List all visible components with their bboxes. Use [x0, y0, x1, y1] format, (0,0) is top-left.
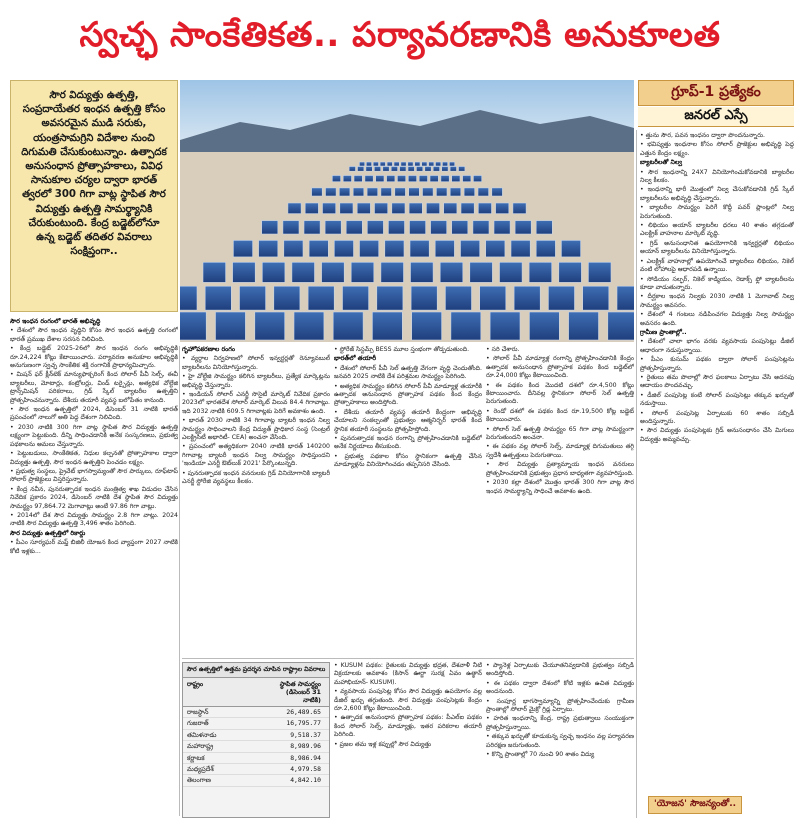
- solar-panel: [205, 286, 231, 310]
- paragraph: • ఈ పథకం కింద మొదటి దశలో రూ.4,500 కోట్లు కేటాయించారు. దీనివల్ల స్థానికంగా సోలార్‌ సెల్‌ ఉత్పత్తి పెరుగుతుంది.: [486, 381, 634, 406]
- solar-panel: [233, 262, 256, 282]
- solar-panel: [397, 176, 405, 182]
- solar-panel: [444, 203, 457, 214]
- solar-panel: [360, 240, 379, 257]
- solar-panel: [445, 286, 471, 310]
- solar-panel: [473, 176, 481, 182]
- paragraph: • ఇండియన్‌ సోలార్‌ ఎనర్జీ సొసైటీ మార్కెట్‌ నివేదిక ప్రకారం 2023లో భారతదేశ సోలార్‌ మార్కెట్‌ విలువ 84.4 గిగావాట్లు. ఇది 2032 నాటికి 609.5 గిగావాట్లకు పెరిగే అవకాశం ఉంది.: [182, 391, 330, 415]
- subheading: సౌర ఇంధన రంగంలో భారత్‌ అభివృద్ధి: [10, 318, 101, 325]
- paragraph: • లిథియం అయాన్‌ బ్యాటరీల ధరలు 40 శాతం తగ్గడంతో ఎలక్ట్రిక్‌ వాహనాల మార్కెట్‌ వృద్ధి.: [640, 222, 794, 238]
- paragraph: • ఈ పథకం వల్ల సోలార్‌ సెల్స్‌, మాడ్యూళ్ల దిగుమతులు తగ్గి స్వదేశీ ఉత్పత్తులు పెరుగుతాయి.: [486, 443, 634, 459]
- paragraph: • పునరుత్పాదక ఇంధన వనరులకు గ్రిడ్‌ వినియోగానికి బ్యాటరీ ఎనర్జీ స్టోరేజి వ్యవస్థలు కీలకం.: [182, 469, 330, 486]
- solar-panel: [452, 176, 460, 182]
- paragraph: • బ్యాటరీల సామర్థ్యం పెరిగే కొద్దీ పవర్‌ ప్లాంట్లలో నిల్వ పెరుగుతుంది.: [640, 204, 794, 220]
- paragraph: • సోడియం సల్ఫర్‌, నికెల్‌ కాడ్మియం, రెడాక్స్‌ ఫ్లో బ్యాటరీలను కూడా వాడుతున్నారు.: [640, 275, 794, 291]
- solar-panel: [216, 312, 246, 340]
- footer-credit: [648, 796, 742, 814]
- table-row: [183, 775, 329, 786]
- solar-panel: [284, 240, 303, 257]
- table-cell-state: తెలంగాణ: [187, 776, 211, 785]
- solar-panel: [255, 312, 285, 340]
- solar-panel: [323, 203, 336, 214]
- solar-panel: [326, 188, 337, 196]
- solar-panel: [366, 167, 372, 172]
- solar-panel: [536, 240, 555, 257]
- table-cell-value: 8,989.96: [290, 742, 321, 751]
- solar-panel: [536, 221, 552, 234]
- left-column: [10, 318, 178, 818]
- table-header-value: స్థాపిత సామర్థ్యం (డిసెంబర్‌ 31 నాటికి): [279, 680, 321, 704]
- paragraph: • ఉత్పాదక అనుసంధాన ప్రోత్సాహక పథకం: పీఎల్‌ఐ పథకం కింద సోలార్‌ సెల్స్‌, మాడ్యూళ్లు, ఇతర పరికరాల తయారీ పెరిగింది.: [334, 714, 482, 739]
- solar-panel: [480, 286, 506, 310]
- solar-panel: [494, 221, 510, 234]
- solar-panel: [449, 162, 454, 166]
- solar-panel: [478, 188, 489, 196]
- paragraph: • పెట్టుబడులు, సాంకేతికత, నిధుల కల్పనతో ప్రోత్సాహకాల ద్వారా విద్యుత్తు ఉత్పత్తి, సౌర ఇంధన ఉత్పత్తిని పెంచడం లక్ష్యం.: [10, 450, 178, 466]
- solar-panel: [339, 188, 350, 196]
- footer-credit-text: 'యోజన' సౌజన్యంతో..: [653, 799, 737, 809]
- article-page: [6, 80, 794, 822]
- table-row: [183, 741, 329, 752]
- table-cell-state: మధ్యప్రదేశ్‌: [187, 765, 214, 774]
- solar-panel: [415, 162, 420, 166]
- paragraph: • వ్యర్థాల నిర్వహణలో సోలార్‌ ఇన్వర్టర్లతో రెన్యూవబుల్‌ బ్యాటరీలను వినియోగిస్తున్నారు.: [182, 355, 330, 371]
- solar-panel: [351, 262, 374, 282]
- brand-banner: [638, 80, 794, 106]
- solar-panel: [333, 312, 363, 340]
- solar-panel: [294, 312, 324, 340]
- table-row: [183, 707, 329, 718]
- paragraph: • సౌర ఇంధన ఉత్పత్తిలో 2024, డిసెంబర్‌ 31 నాటికి భారత్‌ ప్రపంచంలో నాలుగో అతి పెద్ద దేశంగా నిలిచింది.: [10, 406, 178, 422]
- solar-panel: [391, 167, 397, 172]
- paragraph: • గ్రిడ్‌ అనుసంధానిత ఉపయోగానికి ఇన్వర్టర్లతో లిథియం అయాన్‌ బ్యాటరీలను వినియోగిస్తున్నారు.: [640, 239, 794, 256]
- solar-farm-photo: [180, 80, 634, 342]
- table-cell-state: తమిళనాడు: [187, 730, 217, 739]
- solar-panel: [583, 286, 609, 310]
- solar-panel: [440, 262, 463, 282]
- paragraph: • పీఎం సూర్యఘర్‌ మఫ్త్‌ బిజిలీ యోజన కింద వ్యాప్తంగా 2027 నాటికి కోటి ఇళ్లకు...: [10, 539, 178, 555]
- paragraph: • ప్రపంచంలో అత్యధికంగా 2040 నాటికి భారత్‌ 140200 గిగావాట్ల బ్యాటరీ ఇంధన నిల్వ సామర్థ్యం సాధిస్తుందని 'ఇండియా ఎనర్జీ ఔట్‌లుక్‌ 2021' పేర్కొంటున్నది.: [182, 443, 330, 468]
- solar-panel: [416, 167, 422, 172]
- paragraph: • దేశంలో సోలార్‌ పీవీ సెల్‌ ఉత్పత్తి వేగంగా వృద్ధి చెందుతోంది. జనవరి 2025 నాటికి దేశ పరిశ్రమల సామర్థ్యం పెరిగింది.: [334, 364, 482, 381]
- solar-panel: [409, 188, 420, 196]
- paragraph: • 2030 నాటికి 300 గిగా వాట్ల స్థాపిత సౌర విద్యుత్తు ఉత్పత్తి లక్ష్యంగా పెట్టుకుంది. దీన్ని సాధించడానికి అనేక సంస్కరణలు, ప్రభుత్వ పథకాలను అమలు చేస్తున్నారు.: [10, 423, 178, 448]
- solar-panel: [343, 176, 351, 182]
- solar-panel: [423, 188, 434, 196]
- solar-panel: [240, 286, 266, 310]
- solar-panel: [588, 262, 611, 282]
- paragraph: • సోలార్‌ పంపుసెట్ల ఏర్పాటుకు 60 శాతం సబ్సిడీ అందిస్తున్నారు.: [640, 409, 794, 425]
- solar-panel: [376, 176, 384, 182]
- solar-panel: [373, 162, 378, 166]
- solar-panel: [292, 262, 315, 282]
- paragraph: • ప్రజల తమ ఇళ్ల కప్పుల్లో సౌర విద్యుత్తు: [334, 740, 432, 748]
- solar-panel: [410, 221, 426, 234]
- solar-panel: [283, 221, 299, 234]
- paragraph: • అత్యధిక సామర్థ్యం కలిగిన సోలార్‌ పీవీ మాడ్యూళ్ల తయారీకి ఉత్పాదక అనుసంధాన ప్రోత్సాహక పథకం కింద కేంద్రం ప్రోత్సాహకాలు అందిస్తోంది.: [334, 382, 482, 407]
- subheading: బ్యాటరీలతో నిల్వ: [640, 159, 683, 167]
- solar-panel: [436, 188, 447, 196]
- solar-panel: [180, 286, 197, 310]
- paragraph: • ఎలక్ట్రిక్‌ వాహనాల్లో ఉపయోగించే బ్యాటరీలు లిథియం, నికెల్‌ వంటి లోహాలపై ఆధారపడి ఉన్నాయి.: [640, 257, 794, 274]
- solar-panel: [561, 240, 580, 257]
- paragraph: • సౌర విద్యుత్తు పంపుసెట్లకు గ్రిడ్‌ అనుసంధానం చేసి మిగులు విద్యుత్తు అమ్మవచ్చు.: [640, 427, 794, 443]
- paragraph: • కొన్ని ప్రాంతాల్లో 70 నుంచి 90 శాతం విద్యు: [486, 751, 595, 759]
- solar-panel: [394, 162, 399, 166]
- solar-panel: [354, 176, 362, 182]
- paragraph: • కేంద్ర నవీన, పునరుత్పాదక ఇంధన మంత్రిత్వ శాఖ విడుదల చేసిన నివేదిక ప్రకారం 2024, డిసెంబర్‌ నాటికి దేశ స్థాపిత సౌర విద్యుత్తు సామర్థ్యం 97,864.72 మెగావాట్లు అంటే 97.86 గిగా వాట్లు.: [10, 485, 178, 510]
- subheading: భారత్‌లో తయారీ: [334, 355, 377, 363]
- paragraph: • భవిష్యత్తు ఇంధనాల కోసం సోలార్‌ ప్రాజెక్టుల అభివృద్ధి పెద్ద ఎత్తున కేంద్రం లక్ష్యం.: [640, 141, 794, 157]
- solar-panel: [569, 312, 599, 340]
- solar-panel: [381, 188, 392, 196]
- solar-panel: [349, 167, 355, 172]
- solar-panel: [513, 203, 526, 214]
- solar-panel: [511, 240, 530, 257]
- intro-text: సౌర విద్యుత్తు ఉత్పత్తి, సంప్రదాయేతర ఇంధన ఉత్పత్తి కోసం అవసరమైన ముడి సరుకు, యంత్రసామగ్రిని విదేశాల నుంచి దిగుమతి చేసుకుంటున్నాం. ఉత్పాదక అనుసంధాన ప్రోత్సాహకాలు, వివిధ సానుకూల చర్యల ద్వారా భారత్‌ త్వరలో 300 గిగా వాట్ల స్థాపిత సౌర విద్యుత్తు ఉత్పత్తి సామర్థ్యానికి చేరుకుంటుంది. కేంద్ర బడ్జెట్‌లోనూ ఉన్న బడ్జెట్‌ తదితర వివరాలు సంక్షిప్తంగా..: [21, 90, 167, 258]
- solar-panel: [375, 203, 388, 214]
- middle-column-2: [334, 346, 482, 656]
- solar-panel: [435, 240, 454, 257]
- solar-panel: [426, 203, 439, 214]
- solar-panel: [473, 221, 489, 234]
- solar-panel: [400, 167, 406, 172]
- table-cell-state: మహారాష్ట్ర: [187, 742, 214, 751]
- solar-panel: [451, 312, 481, 340]
- solar-panel: [461, 240, 480, 257]
- solar-panel: [365, 176, 373, 182]
- subheading: గృహోపకరణాల రంగం: [182, 346, 236, 353]
- solar-panel: [411, 286, 437, 310]
- solar-panel: [515, 221, 531, 234]
- solar-panel: [334, 240, 353, 257]
- solar-panel: [262, 221, 278, 234]
- paragraph: • భారత్‌ 2030 నాటికి 34 గిగావాట్ల బ్యాటరీ ఇంధన నిల్వ సామర్థ్యం సాధించాలని కేంద్ర విద్యుత్‌ ప్రాధికార సంస్థ (సెంట్రల్‌ ఎలక్ట్రిసిటీ అథారిటీ- CEA) అంచనా వేసింది.: [182, 417, 330, 442]
- solar-panel: [305, 203, 318, 214]
- solar-panel: [431, 221, 447, 234]
- solar-panel: [425, 167, 431, 172]
- paragraph: • సంపూర్ణ భాగస్వామ్యాన్ని ప్రోత్సహించేందుకు గ్రామీణ ప్రాంతాల్లో సోలార్‌ మైక్రో గ్రిడ్ల ఏర్పాటు.: [486, 697, 634, 714]
- solar-panel: [385, 240, 404, 257]
- solar-panel: [233, 240, 252, 257]
- solar-panel: [367, 188, 378, 196]
- solar-panel: [470, 262, 493, 282]
- subheading: గ్రామీణ ప్రాంతాల్లో..: [640, 328, 687, 336]
- solar-states-table: [182, 662, 330, 818]
- brand-text: గ్రూప్‌-1 ప్రత్యేకం: [671, 83, 761, 100]
- paragraph: • 2014లో దేశ సౌర విద్యుత్తు సామర్థ్యం 2.8 గిగా వాట్లు. 2024 నాటికి సౌర విద్యుత్తు ఉత్పత్తి 3,496 శాతం పెరిగింది.: [10, 511, 178, 528]
- solar-panel: [410, 240, 429, 257]
- solar-panel: [461, 203, 474, 214]
- table-row: [183, 764, 329, 775]
- paragraph: • ప్రభుత్వ సంస్థలు, ప్రైవేట్‌ భాగస్వామ్యంతో సౌర పార్కులు, రూఫ్‌టాప్‌ సోలార్‌ ప్రాజెక్టులు విస్తరిస్తున్నారు.: [10, 467, 178, 484]
- paragraph: • 2030 కల్లా దేశంలో మొత్తం భారత్‌ 300 గిగా వాట్ల సౌర ఇంధన సామర్థ్యాన్ని సాధించే అవకాశం ఉంది.: [486, 479, 634, 495]
- bottom-middle-column: [334, 662, 482, 818]
- paragraph: • దేశంలో చాలా భాగం వరకు వ్యవసాయ పంపుసెట్లు డీజిల్‌ ఆధారంగా నడుస్తున్నాయి.: [640, 338, 794, 354]
- solar-panel: [514, 286, 540, 310]
- paragraph: • డీజిల్‌ పంపుసెట్ల కంటే సోలార్‌ పంపుసెట్లు తక్కువ ఖర్చుతో నడుస్తాయి.: [640, 391, 794, 408]
- table-row: [183, 730, 329, 741]
- solar-panel: [408, 167, 414, 172]
- solar-panel: [492, 188, 503, 196]
- table-cell-state: గుజరాత్‌: [187, 719, 209, 728]
- solar-panel: [203, 262, 226, 282]
- intro-box: [10, 80, 178, 312]
- solar-panel: [366, 162, 371, 166]
- table-cell-state: రాజస్థాన్‌: [187, 708, 209, 716]
- paragraph: • సౌర ఇంధనాన్ని 24X7 వినియోగించుకోవడానికి బ్యాటరీల నిల్వ కీలకం.: [640, 168, 794, 185]
- right-column: [640, 132, 794, 792]
- paragraph: • ఇంధనాన్ని భారీ మొత్తంలో నిల్వ చేసుకోవడానికి గ్రిడ్‌ స్కేల్‌ బ్యాటరీలను అభివృద్ధి చేస్తున్నారు.: [640, 186, 794, 202]
- solar-panel: [392, 203, 405, 214]
- table-header-row: [183, 678, 329, 707]
- solar-panel: [343, 286, 369, 310]
- solar-panel: [374, 167, 380, 172]
- paragraph: • సరి చేశారు.: [486, 346, 520, 353]
- paragraph: • KUSUM పథకం: రైతులకు విద్యుత్తు భద్రత, దేశవాళీ నీటి విక్రయాలకు అవకాశం (కిసాన్‌ ఊర్జా సురక్ష ఏవం ఉత్థాన్‌ మహాభియాన్‌- KUSUM).: [334, 662, 482, 686]
- solar-panel: [441, 176, 449, 182]
- solar-panel: [401, 162, 406, 166]
- table-cell-value: 26,489.65: [286, 708, 321, 716]
- solar-panel: [346, 221, 362, 234]
- solar-panel: [412, 312, 442, 340]
- table-header-state: రాష్ట్రం: [187, 680, 204, 688]
- solar-panel: [304, 221, 320, 234]
- paragraph: • రైతులు తమ పొలాల్లో సౌర ఫలకాలు ఏర్పాటు చేసి అదనపు ఆదాయం పొందవచ్చు.: [640, 373, 794, 390]
- solar-panel: [500, 262, 523, 282]
- solar-panel: [377, 286, 403, 310]
- paragraph: • కేంద్ర బడ్జెట్‌ 2025-26లో సౌర ఇంధన రంగం అభివృద్ధికి రూ.24,224 కోట్లు కేటాయించారు. పర్యావరణ అనుకూల అభివృద్ధికి అనుగుణంగా స్వచ్ఛ సాంకేతిక శక్తి రంగానికి ప్రాధాన్యమిచ్చారు.: [10, 345, 178, 370]
- paragraph: • త్తును సౌర, పవన ఇంధనం ద్వారా పొందనున్నారు.: [640, 132, 765, 139]
- table-cell-value: 9,518.37: [290, 730, 321, 739]
- solar-panel: [387, 176, 395, 182]
- solar-panel: [459, 167, 465, 172]
- table-cell-value: 16,795.77: [286, 719, 321, 728]
- solar-panel: [548, 286, 574, 310]
- solar-panel: [381, 262, 404, 282]
- paragraph: • వ్యవసాయ పంపుసెట్ల కోసం సౌర విద్యుత్తు ఉపయోగం వల్ల డీజిల్‌ ఖర్చు తగ్గుతుంది. సౌర విద్యుత్తు పంపుసెట్లకు కేంద్రం రూ.2,600 కోట్లు కేటాయించింది.: [334, 688, 482, 713]
- table-cell-value: 4,979.58: [290, 765, 321, 774]
- headline-text: స్వచ్ఛ సాంకేతికత.. పర్యావరణానికి అనుకూలత: [79, 15, 721, 55]
- paragraph: • ప్యానెళ్ల ఏర్పాటుకు చేయూతనివ్వడానికి ప్రభుత్వం సబ్సిడీ అందిస్తోంది.: [486, 662, 634, 678]
- solar-panel: [308, 286, 334, 310]
- solar-panel: [322, 262, 345, 282]
- solar-panel: [309, 240, 328, 257]
- paragraph: • మిషన్‌ ఫర్‌ క్లీన్‌టెక్‌ మాన్యుఫాక్చరింగ్‌ కింద సోలార్‌ పీవీ సెల్స్‌, ఈవీ బ్యాటరీలు, మోటార్లు, కంట్రోలర్లు, విండ్‌ టర్బైన్లు, అత్యధిక వోల్టేజి ట్రాన్స్‌మిషన్‌ పరికరాలు, గ్రిడ్‌ స్కేల్‌ బ్యాటరీల ఉత్పత్తిని ప్రోత్సహించనున్నారు. దేశీయ తయారీ వ్యవస్థ బలోపేతం కానుంది.: [10, 371, 178, 404]
- paragraph: • తక్కువ ఖర్చుతో కూడుకున్న స్వచ్ఛ ఇంధనం వల్ల పర్యావరణ పరిరక్షణ జరుగుతుంది.: [486, 733, 634, 749]
- solar-panel: [383, 167, 389, 172]
- paragraph: • ఈ పథకం ద్వారా దేశంలో కోటి ఇళ్లకు ఉచిత విద్యుత్తు అందనుంది.: [486, 679, 634, 696]
- solar-panel: [478, 203, 491, 214]
- solar-panel: [380, 162, 385, 166]
- solar-panel: [387, 162, 392, 166]
- middle-column-3: [486, 346, 634, 656]
- paragraph: • సోలార్‌ పీవీ మాడ్యూళ్ల రంగాన్ని ప్రోత్సహించడానికి కేంద్రం ఉత్పాదక అనుసంధాన ప్రోత్సాహక పథకం కింద బడ్జెట్‌లో రూ.24,000 కోట్లు కేటాయించింది.: [486, 355, 634, 380]
- solar-panel: [608, 312, 634, 340]
- solar-panel: [496, 203, 509, 214]
- solar-panel: [464, 188, 475, 196]
- table-row: [183, 753, 329, 764]
- paragraph: • రెండో దశలో ఈ పథకం కింద రూ.19,500 కోట్ల బడ్జెట్‌ కేటాయించారు.: [486, 407, 634, 424]
- solar-panel: [419, 176, 427, 182]
- solar-panel: [442, 162, 447, 166]
- solar-panel: [617, 286, 634, 310]
- solar-panel: [325, 221, 341, 234]
- solar-panel: [262, 262, 285, 282]
- bottom-middle-column-2: [486, 662, 634, 818]
- middle-column-1: [182, 346, 330, 656]
- table-cell-state: కర్ణాటక: [187, 753, 205, 762]
- solar-panel: [359, 162, 364, 166]
- solar-panel: [486, 240, 505, 257]
- solar-panel: [529, 312, 559, 340]
- solar-panel: [411, 262, 434, 282]
- solar-panel: [490, 312, 520, 340]
- table-row: [183, 718, 329, 729]
- paragraph: • పునరుత్పాదక ఇంధన రంగాన్ని ప్రోత్సహించడానికి బడ్జెట్‌లో అనేక నిర్ణయాలు తీసుకుంది.: [334, 435, 482, 451]
- solar-panel: [463, 176, 471, 182]
- solar-panel: [274, 286, 300, 310]
- solar-panel: [288, 203, 301, 214]
- solar-panel: [450, 167, 456, 172]
- author-text: జనరల్‌ ఎస్సే: [684, 107, 748, 123]
- solar-panel: [433, 167, 439, 172]
- paragraph: • స్టోరేజ్‌ సిస్టమ్స్‌ BESS మూల స్తంభంగా తోడ్పడుతుంది.: [334, 346, 470, 353]
- paragraph: • దేశీయ తయారీ వ్యవస్థ తయారీ కేంద్రంగా అభివృద్ధి చేయాలని సంకల్పంతో ప్రభుత్వం ఆత్మనిర్భర్‌ భారత్‌ కింద స్థానిక తయారీ సంస్థలను ప్రోత్సహిస్తోంది.: [334, 408, 482, 433]
- paragraph: • దేశంలో 4 గంటలు నడిపించగల విద్యుత్తు నిల్వ సామర్థ్యం అవసరం ఉంది.: [640, 311, 794, 327]
- solar-panel: [408, 162, 413, 166]
- solar-panel: [450, 188, 461, 196]
- solar-panel: [529, 262, 552, 282]
- paragraph: • సోలార్‌ సెల్‌ ఉత్పత్తి సామర్థ్యం 65 గిగా వాట్ల సామర్థ్యంగా పెరుగుతుందని అంచనా.: [486, 425, 634, 442]
- solar-panel: [429, 162, 434, 166]
- solar-panel: [436, 162, 441, 166]
- solar-panel: [312, 188, 323, 196]
- solar-panel: [388, 221, 404, 234]
- solar-panel: [422, 162, 427, 166]
- subheading: సౌర విద్యుత్తు ఉత్పత్తిలో రికార్డు: [10, 529, 86, 537]
- table-cell-value: 4,842.10: [290, 776, 321, 785]
- paragraph: • పీఎం కుసుమ్‌ పథకం ద్వారా సోలార్‌ పంపుసెట్లను ప్రోత్సహిస్తున్నారు.: [640, 356, 794, 372]
- paragraph: • దేశంలో సౌర ఇంధన వృద్ధిని కోసం సౌర ఇంధన ఉత్పత్తి రంగంలో భారత్‌ ప్రముఖ దేశాల సరసన నిలిచింది.: [10, 327, 178, 343]
- solar-panel: [259, 240, 278, 257]
- table-caption: సౌర ఉత్పత్తిలో ఉత్తమ ప్రదర్శన చూపిన రాష్ట్రాల వివరాలు: [183, 663, 329, 678]
- solar-panel: [409, 203, 422, 214]
- paragraph: • సౌర విద్యుత్తు ప్రత్యామ్నాయ ఇంధన వనరులు ప్రోత్సహించడానికి ప్రభుత్వం ప్రధాన బాధ్యతగా వ్యవహరిస్తుంది.: [486, 461, 634, 477]
- solar-panel: [372, 312, 402, 340]
- solar-panel: [332, 176, 340, 182]
- paragraph: • దీర్ఘకాల ఇంధన నిల్వకు 2030 నాటికి 1 మెగావాట్‌ నిల్వ సామర్థ్యం అవసరం.: [640, 293, 794, 309]
- solar-panel: [559, 262, 582, 282]
- paragraph: • హరిత ఇంధనాన్ని కేంద్ర, రాష్ట్ర ప్రభుత్వాలు సంయుక్తంగా ప్రోత్సహిస్తున్నాయి.: [486, 715, 634, 731]
- solar-panel: [353, 188, 364, 196]
- solar-panel: [367, 221, 383, 234]
- solar-panel: [442, 167, 448, 172]
- solar-panel: [452, 221, 468, 234]
- solar-panel: [180, 312, 206, 340]
- table-cell-value: 8,986.94: [290, 753, 321, 762]
- author-banner: [638, 107, 794, 127]
- solar-panel: [358, 167, 364, 172]
- headline: [0, 0, 800, 78]
- solar-panel: [430, 176, 438, 182]
- solar-panel: [408, 176, 416, 182]
- solar-panel: [395, 188, 406, 196]
- paragraph: • హై వోల్టేజి సామర్థ్యం కలిగిన బ్యాటరీలు, ప్రత్యేక మార్కెట్లను అభివృద్ధి చేస్తున్నారు.: [182, 373, 330, 389]
- paragraph: • ప్రభుత్వ పథకాల కోసం స్థానికంగా ఉత్పత్తి చేసిన మాడ్యూళ్లను వినియోగించడం తప్పనిసరి చేసింది.: [334, 452, 482, 469]
- solar-panel: [340, 203, 353, 214]
- solar-panel: [357, 203, 370, 214]
